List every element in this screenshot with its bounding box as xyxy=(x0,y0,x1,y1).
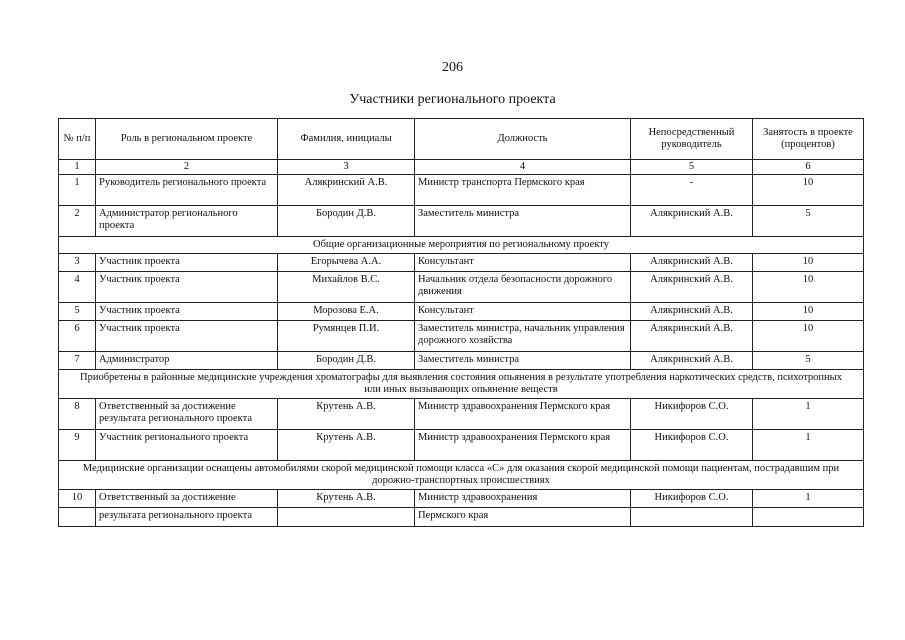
column-number: 2 xyxy=(96,160,278,175)
header-role: Роль в региональном проекте xyxy=(96,119,278,160)
row-supervisor: Никифоров С.О. xyxy=(631,490,753,508)
row-name xyxy=(278,508,415,527)
column-number: 6 xyxy=(753,160,864,175)
row-role: Участник проекта xyxy=(96,321,278,352)
header-name: Фамилия, инициалы xyxy=(278,119,415,160)
table-row xyxy=(59,272,864,303)
row-load: 1 xyxy=(753,430,864,461)
row-supervisor: Алякринский А.В. xyxy=(631,352,753,370)
row-name: Бородин Д.В. xyxy=(278,206,415,237)
row-position: Начальник отдела безопасности дорожного движения xyxy=(415,272,631,303)
row-number: 9 xyxy=(59,430,96,461)
row-load: 5 xyxy=(753,352,864,370)
table-row xyxy=(59,254,864,272)
row-position: Заместитель министра xyxy=(415,206,631,237)
row-supervisor: Алякринский А.В. xyxy=(631,303,753,321)
row-number: 10 xyxy=(59,490,96,508)
row-load: 5 xyxy=(753,206,864,237)
table-row xyxy=(59,352,864,370)
page-number: 206 xyxy=(442,60,463,75)
table-row xyxy=(59,206,864,237)
row-supervisor: - xyxy=(631,175,753,206)
header-load: Занятость в проекте (процентов) xyxy=(753,119,864,160)
row-supervisor: Алякринский А.В. xyxy=(631,206,753,237)
row-position: Заместитель министра, начальник управления дорожного хозяйства xyxy=(415,321,631,352)
table-row xyxy=(59,508,864,527)
row-role: Ответственный за достижение xyxy=(96,490,278,508)
section-title: Приобретены в районные медицинские учреждения хроматографы для выявления состояния опьянения в результате употребления наркотических средств, психотропных или иных вызывающих опьянение веществ xyxy=(59,370,864,399)
header-position: Должность xyxy=(415,119,631,160)
row-supervisor: Никифоров С.О. xyxy=(631,399,753,430)
column-number: 1 xyxy=(59,160,96,175)
table-row xyxy=(59,303,864,321)
row-role: Ответственный за достижение результата регионального проекта xyxy=(96,399,278,430)
row-supervisor: Алякринский А.В. xyxy=(631,254,753,272)
row-number xyxy=(59,508,96,527)
section-title: Общие организационные мероприятия по региональному проекту xyxy=(59,237,864,254)
row-position: Министр здравоохранения xyxy=(415,490,631,508)
row-load: 1 xyxy=(753,490,864,508)
row-role: Участник регионального проекта xyxy=(96,430,278,461)
row-supervisor xyxy=(631,508,753,527)
row-name: Михайлов В.С. xyxy=(278,272,415,303)
column-number: 4 xyxy=(415,160,631,175)
table-row xyxy=(59,430,864,461)
row-number: 2 xyxy=(59,206,96,237)
row-role: Администратор xyxy=(96,352,278,370)
row-load: 10 xyxy=(753,303,864,321)
table-row xyxy=(59,399,864,430)
row-name: Егорычева А.А. xyxy=(278,254,415,272)
row-name: Румянцев П.И. xyxy=(278,321,415,352)
participants-table xyxy=(58,118,864,527)
row-number: 6 xyxy=(59,321,96,352)
row-load: 10 xyxy=(753,175,864,206)
row-name: Алякринский А.В. xyxy=(278,175,415,206)
header-number: № п/п xyxy=(59,119,96,160)
row-load: 10 xyxy=(753,272,864,303)
row-load: 1 xyxy=(753,399,864,430)
row-load xyxy=(753,508,864,527)
row-position: Заместитель министра xyxy=(415,352,631,370)
row-number: 3 xyxy=(59,254,96,272)
section-row xyxy=(59,237,864,254)
section-title: Медицинские организации оснащены автомобилями скорой медицинской помощи класса «С» для оказания скорой медицинской помощи пациентам, пострадавшим при дорожно-транспортных происшествиях xyxy=(59,461,864,490)
row-number: 4 xyxy=(59,272,96,303)
row-supervisor: Никифоров С.О. xyxy=(631,430,753,461)
row-name: Крутень А.В. xyxy=(278,399,415,430)
row-name: Морозова Е.А. xyxy=(278,303,415,321)
row-name: Бородин Д.В. xyxy=(278,352,415,370)
row-name: Крутень А.В. xyxy=(278,490,415,508)
row-supervisor: Алякринский А.В. xyxy=(631,272,753,303)
header-supervisor: Непосредственный руководитель xyxy=(631,119,753,160)
row-position: Консультант xyxy=(415,254,631,272)
table-row xyxy=(59,321,864,352)
section-row xyxy=(59,370,864,399)
row-load: 10 xyxy=(753,321,864,352)
row-role: Участник проекта xyxy=(96,272,278,303)
section-row xyxy=(59,461,864,490)
row-position: Министр здравоохранения Пермского края xyxy=(415,430,631,461)
row-supervisor: Алякринский А.В. xyxy=(631,321,753,352)
table-row xyxy=(59,175,864,206)
row-role: Участник проекта xyxy=(96,254,278,272)
row-role: результата регионального проекта xyxy=(96,508,278,527)
table-row xyxy=(59,490,864,508)
row-position: Консультант xyxy=(415,303,631,321)
row-position: Министр здравоохранения Пермского края xyxy=(415,399,631,430)
row-position: Пермского края xyxy=(415,508,631,527)
table-header-row xyxy=(59,119,864,160)
row-role: Администратор регионального проекта xyxy=(96,206,278,237)
row-position: Министр транспорта Пермского края xyxy=(415,175,631,206)
row-number: 5 xyxy=(59,303,96,321)
row-number: 1 xyxy=(59,175,96,206)
column-number: 5 xyxy=(631,160,753,175)
document-title: Участники регионального проекта xyxy=(349,92,556,107)
row-role: Руководитель регионального проекта xyxy=(96,175,278,206)
column-number: 3 xyxy=(278,160,415,175)
row-name: Крутень А.В. xyxy=(278,430,415,461)
column-number-row xyxy=(59,160,864,175)
row-role: Участник проекта xyxy=(96,303,278,321)
row-load: 10 xyxy=(753,254,864,272)
row-number: 7 xyxy=(59,352,96,370)
row-number: 8 xyxy=(59,399,96,430)
